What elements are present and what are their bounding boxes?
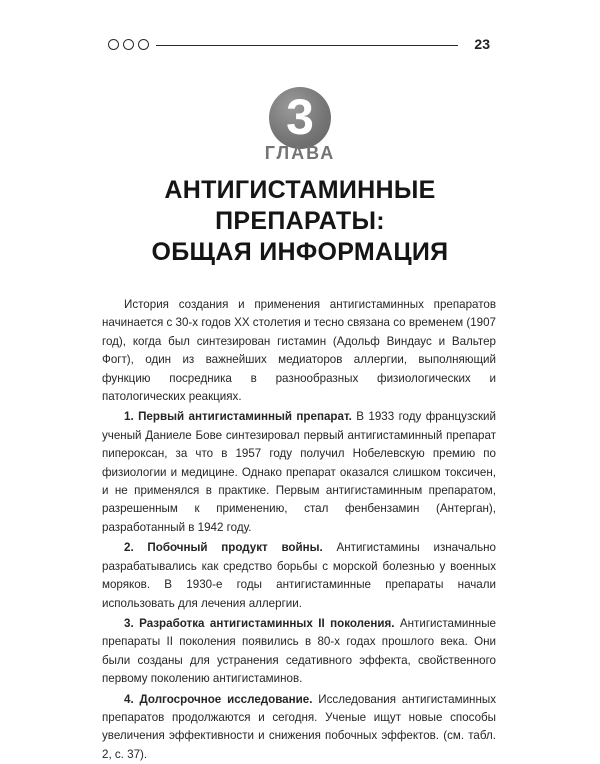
chapter-number-badge (269, 87, 331, 149)
list-item (102, 691, 496, 764)
chapter-title-line: АНТИГИСТАМИННЫЕ (164, 176, 436, 204)
item-text: Антигистамины изначально разрабатывались как средство борьбы с морской болезнью у военных моряков. В 1930-е годы антигистаминные препараты начали использовать для лечения аллергии. (102, 541, 496, 610)
item-heading: 3. Разработка антигистаминных II поколения. (124, 616, 395, 630)
header-rule (156, 45, 458, 46)
header-circles (108, 39, 149, 50)
item-text: Антигистаминные препараты II поколения появились в 80-х годах прошлого века. Они были созданы для устранения седативного эффекта, свойственного первому поколению антигистаминов. (102, 616, 496, 686)
chapter-title-line: ПРЕПАРАТЫ: (215, 207, 385, 235)
chapter-title (60, 175, 540, 268)
list-item (102, 615, 496, 689)
item-heading: 1. Первый антигистаминный препарат. (124, 410, 352, 424)
item-heading: 4. Долгосрочное исследование. (124, 692, 313, 706)
intro-paragraph: История создания и применения антигистаминных препаратов начинается с 30-х годов XX столетия и тесно связана со временем (1907 год), когда был синтезирован гистамин (Адольф Виндаус и Вальтер Фогт), один из важнейших медиаторов аллергии, выполняющий функцию посредника в разнообразных физиологических и патологических реакциях. (102, 298, 496, 404)
page-header (108, 36, 490, 56)
circle-icon (108, 39, 119, 50)
list-item (102, 539, 496, 613)
page-number: 23 (474, 36, 490, 52)
item-text: В 1933 году французский ученый Даниеле Бове синтезировал первый антигистаминный препарат пипероксан, за что в 1957 году получил Нобелевскую премию по физиологии и медицине. Однако препарат оказался слишком токсичен, и не применялся в практике. Первым антигистаминным препаратом, разрешенным к применению, стал фенбензамин (Антерган), разработанный в 1942 году. (102, 410, 496, 534)
body-text (102, 296, 496, 764)
circle-icon (138, 39, 149, 50)
chapter-title-line: ОБЩАЯ ИНФОРМАЦИЯ (151, 238, 449, 266)
chapter-label: ГЛАВА (264, 143, 336, 163)
chapter-number: 3 (286, 89, 314, 145)
circle-icon (123, 39, 134, 50)
list-item (102, 408, 496, 537)
item-text: Исследования антигистаминных препаратов продолжаются и сегодня. Ученые ищут новые способы увеличения эффективности и снижения побочных эффектов. (см. табл. 2, с. 37). (102, 692, 496, 761)
item-heading: 2. Побочный продукт войны. (124, 541, 323, 555)
